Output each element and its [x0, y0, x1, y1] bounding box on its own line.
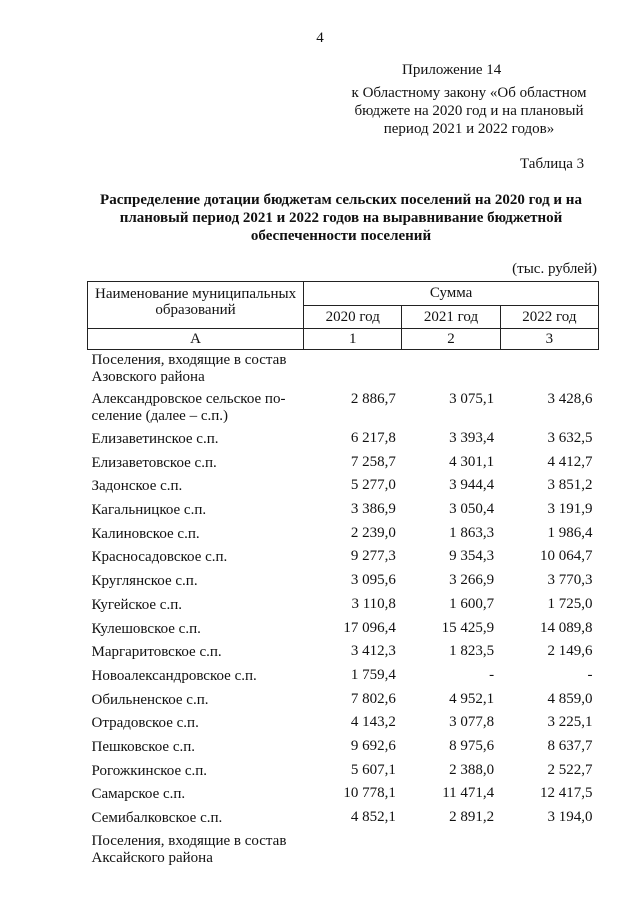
row-name: Пешковское с.п.: [91, 738, 196, 755]
value-2022: 2 522,7: [547, 761, 593, 778]
table-row: [88, 428, 599, 452]
value-2021: 3 393,4: [449, 430, 495, 446]
value-2022: 1 725,0: [547, 595, 593, 612]
row-name: Калиновское с.п.: [91, 525, 200, 542]
value-2021: [402, 831, 500, 869]
row-name: Самарское с.п.: [91, 786, 186, 803]
value-2020: 6 217,8: [350, 430, 396, 446]
appendix-label: Приложение 14: [402, 62, 502, 78]
table-row: [88, 641, 599, 665]
value-2022: 3 632,5: [547, 430, 593, 446]
value-2020: 2 886,7: [350, 391, 396, 407]
group-row: [88, 350, 599, 389]
value-2020: 9 277,3: [350, 548, 396, 565]
value-2020: 1 759,4: [350, 666, 396, 683]
table-row: [88, 689, 599, 713]
row-name: Красносадовское с.п.: [91, 549, 228, 566]
value-2021: 3 266,9: [449, 572, 495, 589]
table-row: [88, 665, 599, 689]
header-year-2020: 2020 год: [304, 306, 402, 329]
value-2021: 3 075,1: [449, 391, 495, 407]
value-2020: 17 096,4: [343, 619, 396, 636]
value-2021: -: [489, 666, 495, 683]
row-name: Елизаветинское с.п.: [91, 431, 219, 447]
value-2021: 2 891,2: [449, 809, 495, 825]
value-2021: 3 050,4: [449, 501, 495, 518]
index-1: 1: [304, 329, 402, 350]
table-body: [88, 350, 599, 869]
value-2022: 4 412,7: [547, 453, 593, 470]
header-year-2021: 2021 год: [402, 306, 500, 329]
value-2022: 4 859,0: [547, 690, 593, 707]
table-row: [88, 570, 599, 594]
value-2022: 3 428,6: [547, 391, 593, 407]
value-2022: 2 149,6: [547, 643, 593, 660]
value-2021: 4 952,1: [449, 690, 495, 707]
row-name: Семибалковское с.п.: [91, 810, 223, 826]
row-name: Задонское с.п.: [91, 478, 183, 495]
row-name: Александровское сельское по-селение (далее – с.п.): [91, 391, 286, 424]
value-2020: 3 110,8: [351, 595, 396, 612]
value-2020: 10 778,1: [343, 785, 396, 802]
row-name: Отрадовское с.п.: [91, 715, 199, 732]
value-2021: 9 354,3: [449, 548, 495, 565]
table-row: [88, 594, 599, 618]
table-row: [88, 736, 599, 760]
value-2022: -: [587, 666, 593, 683]
value-2020: 4 143,2: [350, 714, 396, 731]
row-name: Кулешовское с.п.: [91, 620, 201, 637]
value-2020: 2 239,0: [350, 524, 396, 541]
value-2021: [402, 350, 500, 389]
value-2022: 3 191,9: [547, 501, 593, 518]
value-2022: 3 194,0: [547, 809, 593, 825]
value-2021: 1 600,7: [449, 595, 495, 612]
table-row: [88, 475, 599, 499]
subsidy-table: [87, 281, 599, 869]
value-2022: 14 089,8: [540, 619, 593, 636]
header-name: Наименование муниципальных образований: [88, 282, 304, 329]
value-2022: 3 770,3: [547, 572, 593, 589]
units-note: (тыс. рублей): [512, 261, 597, 277]
table-row: [88, 499, 599, 523]
value-2020: 4 852,1: [350, 809, 396, 825]
page-number: 4: [316, 30, 324, 46]
row-name: Обильненское с.п.: [91, 691, 209, 708]
table-row: [88, 388, 599, 428]
group-row: [88, 831, 599, 869]
value-2022: 1 986,4: [547, 524, 593, 541]
index-3: 3: [500, 329, 598, 350]
value-2020: [304, 350, 402, 389]
value-2022: [500, 831, 598, 869]
document-title: Распределение дотации бюджетам сельских поселений на 2020 год и на плановый период 2021 и 2022 годов на выравнивание бюджетной обеспеченности поселений: [100, 192, 582, 244]
value-2020: 7 258,7: [350, 453, 396, 470]
table-row: [88, 618, 599, 642]
header-sum: Сумма: [304, 282, 599, 306]
value-2020: [304, 831, 402, 869]
value-2022: 8 637,7: [547, 737, 593, 754]
value-2021: 15 425,9: [441, 619, 495, 636]
table-row: [88, 712, 599, 736]
row-name: Маргаритовское с.п.: [91, 644, 222, 661]
value-2021: 1 863,3: [449, 524, 495, 541]
row-name: Поселения, входящие в состав Аксайского района: [91, 832, 287, 866]
value-2021: 2 388,0: [449, 761, 495, 778]
value-2020: 7 802,6: [350, 690, 396, 707]
row-name: Новоалександровское с.п.: [91, 667, 257, 684]
value-2020: 3 412,3: [350, 643, 396, 660]
row-name: Кугейское с.п.: [91, 596, 182, 613]
row-name: Елизаветовское с.п.: [91, 454, 217, 471]
value-2020: 3 095,6: [350, 572, 396, 589]
value-2022: 3 851,2: [547, 477, 593, 494]
value-2020: 5 277,0: [350, 477, 396, 494]
table-label: Таблица 3: [520, 156, 585, 172]
value-2022: 10 064,7: [540, 548, 593, 565]
row-name: Круглянское с.п.: [91, 573, 198, 590]
table-row: [88, 452, 599, 476]
row-name: Рогожкинское с.п.: [91, 762, 208, 779]
value-2022: 12 417,5: [540, 785, 593, 802]
value-2021: 3 077,8: [449, 714, 495, 731]
table-row: [88, 546, 599, 570]
value-2022: [500, 350, 598, 389]
table-row: [88, 807, 599, 831]
index-a: А: [88, 329, 304, 350]
law-reference: к Областному закону «Об областном бюджете на 2020 год и на плановый период 2021 и 2022 годов»: [351, 85, 587, 137]
index-2: 2: [402, 329, 500, 350]
table-row: [88, 783, 599, 807]
value-2021: 3 944,4: [449, 477, 495, 494]
value-2021: 4 301,1: [449, 453, 495, 470]
value-2021: 8 975,6: [449, 737, 495, 754]
value-2020: 5 607,1: [350, 761, 396, 778]
row-name: Кагальницкое с.п.: [91, 502, 207, 519]
value-2022: 3 225,1: [547, 714, 593, 731]
value-2020: 9 692,6: [350, 737, 396, 754]
value-2021: 11 471,4: [442, 785, 495, 802]
value-2020: 3 386,9: [350, 501, 396, 518]
table-row: [88, 523, 599, 547]
header-year-2022: 2022 год: [500, 306, 598, 329]
value-2021: 1 823,5: [449, 643, 495, 660]
row-name: Поселения, входящие в состав Азовского района: [91, 352, 287, 385]
table-row: [88, 760, 599, 784]
